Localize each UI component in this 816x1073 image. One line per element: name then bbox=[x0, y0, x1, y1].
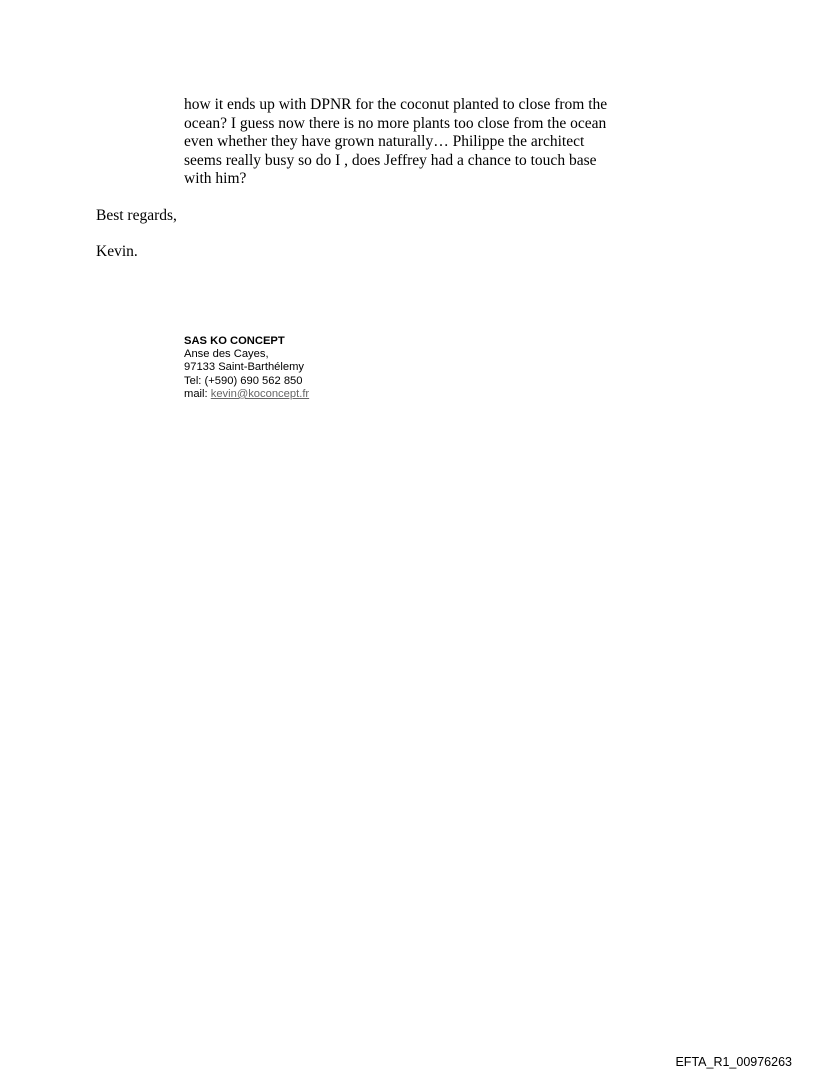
document-id-stamp: EFTA_R1_00976263 bbox=[675, 1055, 792, 1069]
quoted-line: seems really busy so do I , does Jeffrey had a chance to touch base bbox=[184, 151, 597, 169]
signature-phone: Tel: (+590) 690 562 850 bbox=[184, 374, 303, 387]
email-signature bbox=[184, 335, 309, 401]
signature-mail-link[interactable]: kevin@koconcept.fr bbox=[210, 387, 310, 400]
sender-name: Kevin. bbox=[96, 243, 138, 260]
signature-address-line-1: Anse des Cayes, bbox=[184, 348, 269, 361]
quoted-line: how it ends up with DPNR for the coconut planted to close from the bbox=[184, 96, 608, 113]
signature-company: SAS KO CONCEPT bbox=[184, 335, 285, 347]
quoted-message-body bbox=[184, 96, 644, 189]
signature-mail-label: mail: bbox=[184, 387, 211, 400]
closing-salutation: Best regards, bbox=[96, 207, 177, 224]
signature-address-line-2: 97133 Saint-Barthélemy bbox=[184, 361, 305, 374]
quoted-line: ocean? I guess now there is no more plants too close from the ocean bbox=[184, 114, 607, 132]
signature-mail bbox=[184, 388, 309, 401]
quoted-line: with him? bbox=[184, 170, 247, 188]
quoted-line: even whether they have grown naturally… Philippe the architect bbox=[184, 133, 585, 151]
